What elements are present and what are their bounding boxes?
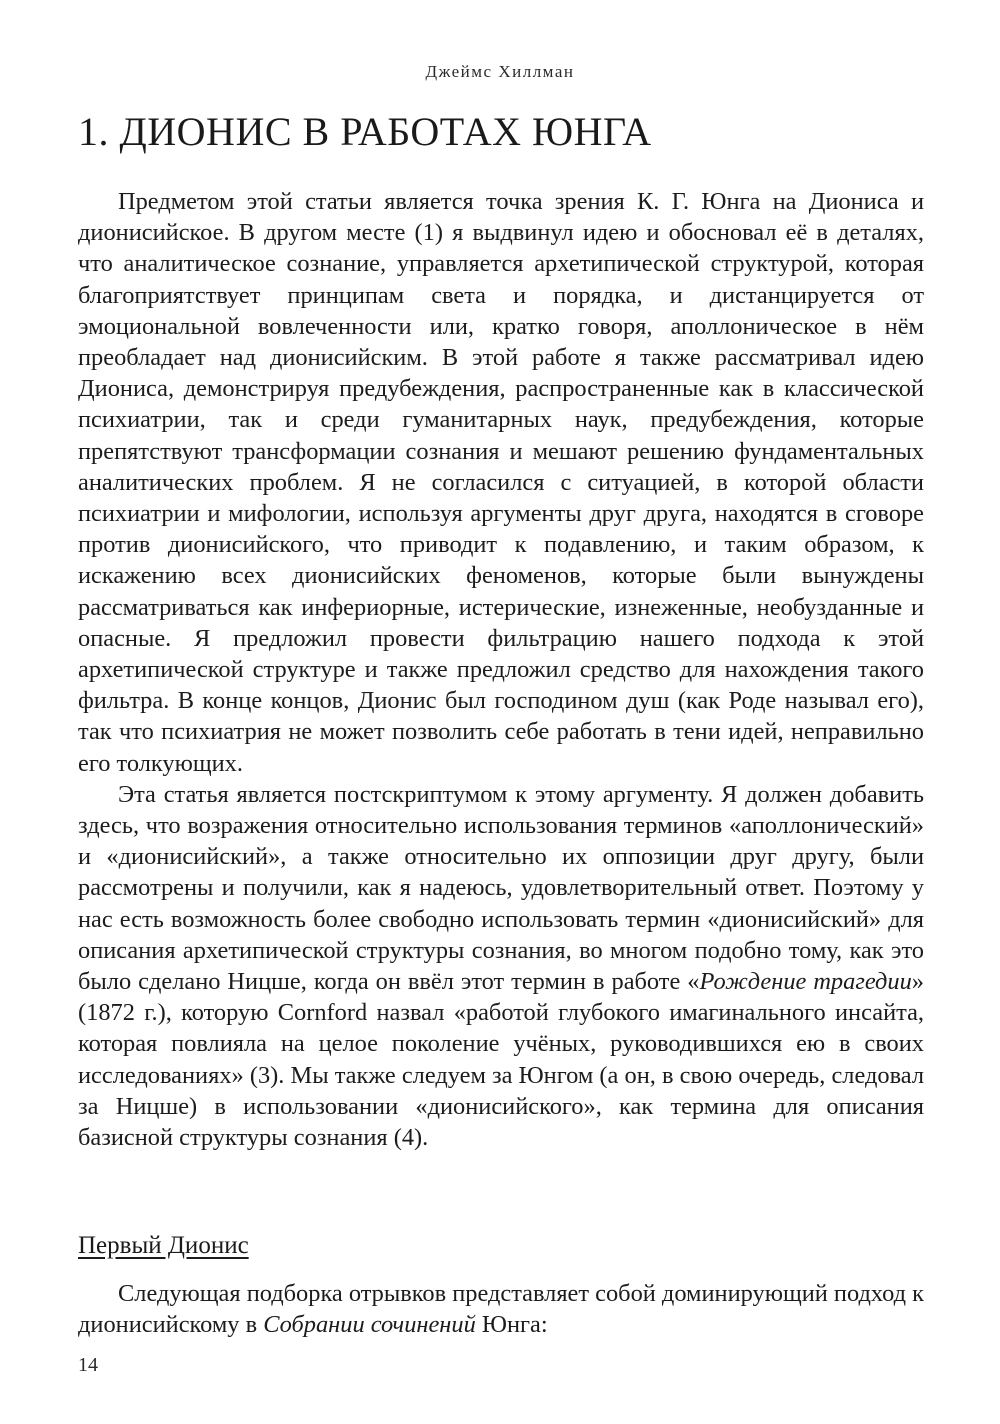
- running-header: Джеймс Хиллман: [425, 62, 575, 81]
- paragraph-1: Предметом этой статьи является точка зрения К. Г. Юнга на Диониса и дионисийское. В другом месте (1) я выдвинул идею и обосновал её в деталях, что аналитическое сознание, управляется архетипической структурой, которая благоприятствует принципам света и порядка, и дистанцируется от эмоциональной вовлеченности или, кратко говоря, аполлоническое в нём преобладает над дионисийским. В этой работе я также рассматривал идею Диониса, демонстрируя предубеждения, распространенные как в классической психиатрии, так и среди гуманитарных наук, предубеждения, которые препятствуют трансформации сознания и мешают решению фундаментальных аналитических проблем. Я не согласился с ситуацией, в которой области психиатрии и мифологии, используя аргументы друг друга, находятся в сговоре против дионисийского, что приводит к подавлению, и таким образом, к искажению всех дионисийских феноменов, которые были вынуждены рассматриваться как инфериорные, истерические, изнеженные, необузданные и опасные. Я предложил провести фильтрацию нашего подхода к этой архетипической структуре и также предложил средство для нахождения такого фильтра. В конце концов, Дионис был господином душ (как Роде называл его), так что психиатрия не может позволить себе работать в тени идей, неправильно его толкующих.: [78, 188, 924, 777]
- section-paragraph-part-a: Следующая подборка отрывков представляет собой доминирующий подход к дионисийскому в: [78, 1280, 924, 1339]
- paragraph-2-part-a: Эта статья является постскриптумом к этому аргументу. Я должен добавить здесь, что возражения относительно использования терминов «аполлонический» и «дионисийский», а также относительно их оппозиции друг другу, были рассмотрены и получили, как я надеюсь, удовлетворительный ответ. Поэтому у нас есть возможность более свободно использовать термин «дионисийский» для описания архетипической структуры сознания, во многом подобно тому, как это было сделано Ницше, когда он ввёл этот термин в работе «: [78, 780, 924, 996]
- section-heading: Первый Дионис: [78, 1232, 249, 1259]
- section-paragraph: [78, 1278, 924, 1340]
- section-paragraph-part-b: Юнга:: [475, 1311, 548, 1339]
- section-text: [78, 1278, 924, 1340]
- page-number: 14: [78, 1354, 98, 1376]
- body-text: [78, 186, 924, 1153]
- paragraph-2-part-b: » (1872 г.), которую Cornford назвал «работой глубокого имагинального инсайта, которая повлияла на целое поколение учёных, руководившихся ею в своих исследованиях» (3). Мы также следуем за Юнгом (а он, в свою очередь, следовал за Ницше) в использовании «дионисийского», как термина для описания базисной структуры сознания (4).: [78, 968, 924, 1152]
- collected-works-italic: Собрании сочинений: [263, 1311, 476, 1339]
- paragraph-2: [78, 779, 924, 1153]
- chapter-title: 1. ДИОНИС В РАБОТАХ ЮНГА: [78, 109, 652, 154]
- book-title-italic: Рождение трагедии: [699, 968, 912, 996]
